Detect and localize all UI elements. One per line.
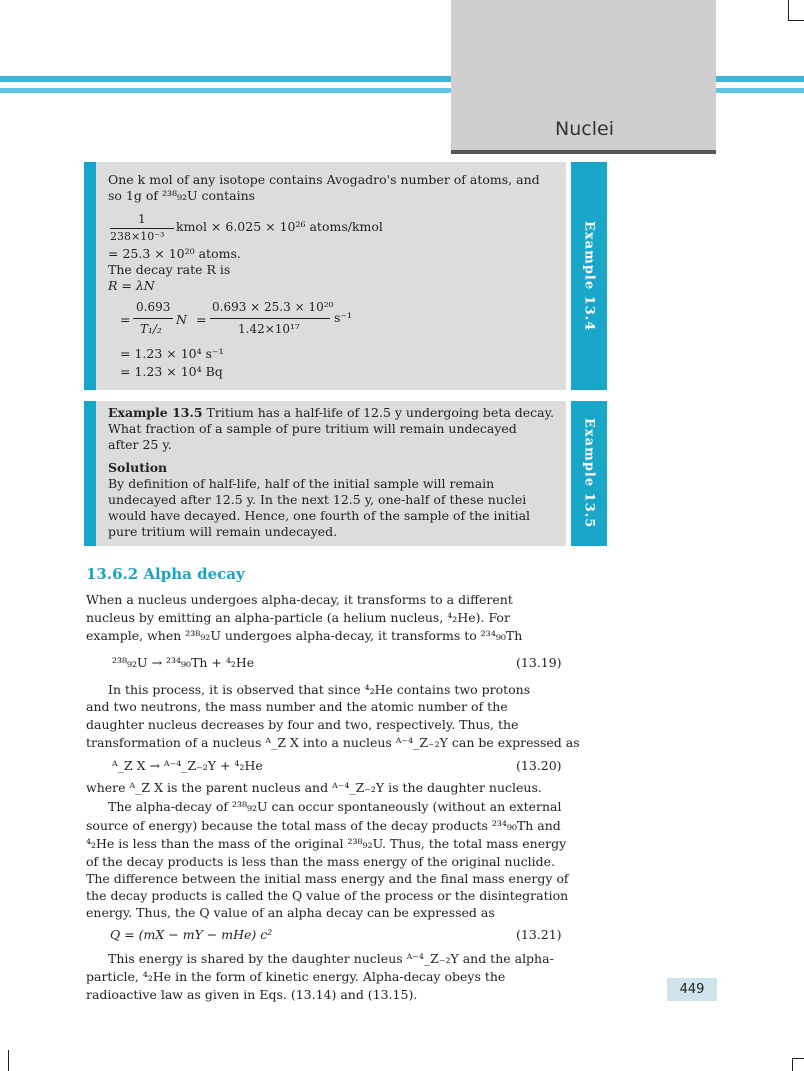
para-2-line-4: transformation of a nucleus ᴬ_Z X into a nucleus ᴬ⁻⁴_Z₋₂Y can be expressed as [86, 735, 580, 750]
ex4-frac-num: 1 [138, 212, 146, 226]
ex4-r-den2: 1.42×10¹⁷ [238, 322, 300, 336]
crop-mark [8, 1050, 9, 1071]
ex4-line-4: = 25.3 × 10²⁰ atoms. [108, 246, 241, 261]
chapter-title: Nuclei [555, 118, 614, 140]
ex5-solution-line-4: pure tritium will remain undecayed. [108, 524, 338, 539]
para-1-line-3: example, when ²³⁸₉₂U undergoes alpha-decay, it transforms to ²³⁴₉₀Th [86, 628, 523, 643]
ex4-r-den1: T₁/₂ [140, 322, 162, 336]
para-5-line-2: particle, ⁴₂He in the form of kinetic energy. Alpha-decay obeys the [86, 969, 506, 984]
para-4-line-3: ⁴₂He is less than the mass of the original ²³⁸₉₂U. Thus, the total mass energy [86, 836, 567, 851]
ex5-question-line-3: after 25 y. [108, 437, 172, 452]
ex4-frac-den: 238×10⁻³ [110, 230, 165, 243]
ex5-question-line-2: What fraction of a sample of pure tritium will remain undecayed [108, 421, 517, 436]
ex4-r-num2: 0.693 × 25.3 × 10²⁰ [212, 300, 334, 314]
example-13-5-tab [571, 401, 607, 546]
para-5-line-3: radioactive law as given in Eqs. (13.14) and (13.15). [86, 987, 418, 1002]
para-2-line-2: and two neutrons, the mass number and the atomic number of the [86, 699, 508, 714]
section-heading: 13.6.2 Alpha decay [86, 565, 245, 583]
para-5-line-1: This energy is shared by the daughter nucleus ᴬ⁻⁴_Z₋₂Y and the alpha- [108, 951, 554, 966]
ex4-r-bar2 [210, 318, 330, 319]
ex4-frac-bar [110, 228, 174, 229]
equation-13-20: ᴬ_Z X → ᴬ⁻⁴_Z₋₂Y + ⁴₂He [112, 758, 263, 773]
crop-mark [792, 1058, 804, 1059]
para-3: where ᴬ_Z X is the parent nucleus and ᴬ⁻⁴_Z₋₂Y is the daughter nucleus. [86, 780, 542, 795]
para-4-line-6: the decay products is called the Q value of the process or the disintegration [86, 888, 569, 903]
para-4-line-2: source of energy) because the total mass of the decay products ²³⁴₉₀Th and [86, 818, 561, 833]
ex5-solution-line-2: undecayed after 12.5 y. In the next 12.5 y, one-half of these nuclei [108, 492, 527, 507]
crop-mark [792, 1058, 793, 1071]
ex5-solution-line-1: By definition of half-life, half of the initial sample will remain [108, 476, 495, 491]
ex4-line-5: The decay rate R is [108, 262, 231, 277]
ex5-solution-line-3: would have decayed. Hence, one fourth of the sample of the initial [108, 508, 531, 523]
ex4-eq-sign-1: = [120, 312, 131, 327]
crop-mark [788, 0, 789, 20]
ex4-line-8: = 1.23 × 10⁴ s⁻¹ [120, 346, 224, 361]
ex4-line-6: R = λN [108, 278, 155, 293]
equation-13-19: ²³⁸₉₂U → ²³⁴₉₀Th + ⁴₂He [112, 655, 255, 670]
ex4-line-9: = 1.23 × 10⁴ Bq [120, 364, 223, 379]
ex5-q1: Tritium has a half-life of 12.5 y undergoing beta decay. [202, 405, 555, 420]
para-4-line-5: The difference between the initial mass energy and the final mass energy of [86, 871, 569, 886]
ex4-line-2: so 1g of ²³⁸₉₂U contains [108, 188, 256, 203]
para-1-line-2: nucleus by emitting an alpha-particle (a helium nucleus, ⁴₂He). For [86, 610, 510, 625]
ex4-n-symbol: N [176, 312, 187, 327]
ex4-r-unit: s⁻¹ [334, 310, 353, 325]
page-number: 449 [667, 978, 717, 1001]
ex5-solution-label: Solution [108, 460, 168, 475]
equation-13-21: Q = (mX − mY − mHe) c² [110, 927, 273, 942]
example-13-5-tab-label: Example 13.5 [581, 418, 597, 529]
ex4-eq-sign-2: = [196, 312, 207, 327]
ex4-line-1: One k mol of any isotope contains Avogadro's number of atoms, and [108, 172, 540, 187]
para-2-line-1: In this process, it is observed that since ⁴₂He contains two protons [108, 682, 531, 697]
ex5-title: Example 13.5 [108, 405, 203, 420]
equation-13-19-number: (13.19) [516, 655, 562, 670]
example-13-4-tab-label: Example 13.4 [581, 220, 597, 332]
para-2-line-3: daughter nucleus decreases by four and two, respectively. Thus, the [86, 717, 519, 732]
equation-13-20-number: (13.20) [516, 758, 562, 773]
ex5-question-line-1 [108, 405, 554, 420]
para-1-line-1: When a nucleus undergoes alpha-decay, it transforms to a different [86, 592, 513, 607]
para-4-line-1: The alpha-decay of ²³⁸₉₂U can occur spontaneously (without an external [108, 799, 562, 814]
example-13-4-tab [571, 162, 607, 390]
para-4-line-7: energy. Thus, the Q value of an alpha decay can be expressed as [86, 905, 495, 920]
crop-mark [788, 20, 804, 21]
ex4-r-bar1 [133, 318, 173, 319]
ex4-r-num1: 0.693 [136, 300, 171, 314]
ex4-line-3: kmol × 6.025 × 10²⁶ atoms/kmol [176, 219, 383, 234]
chapter-tab [451, 0, 716, 154]
para-4-line-4: of the decay products is less than the mass energy of the original nuclide. [86, 854, 555, 869]
equation-13-21-number: (13.21) [516, 927, 562, 942]
